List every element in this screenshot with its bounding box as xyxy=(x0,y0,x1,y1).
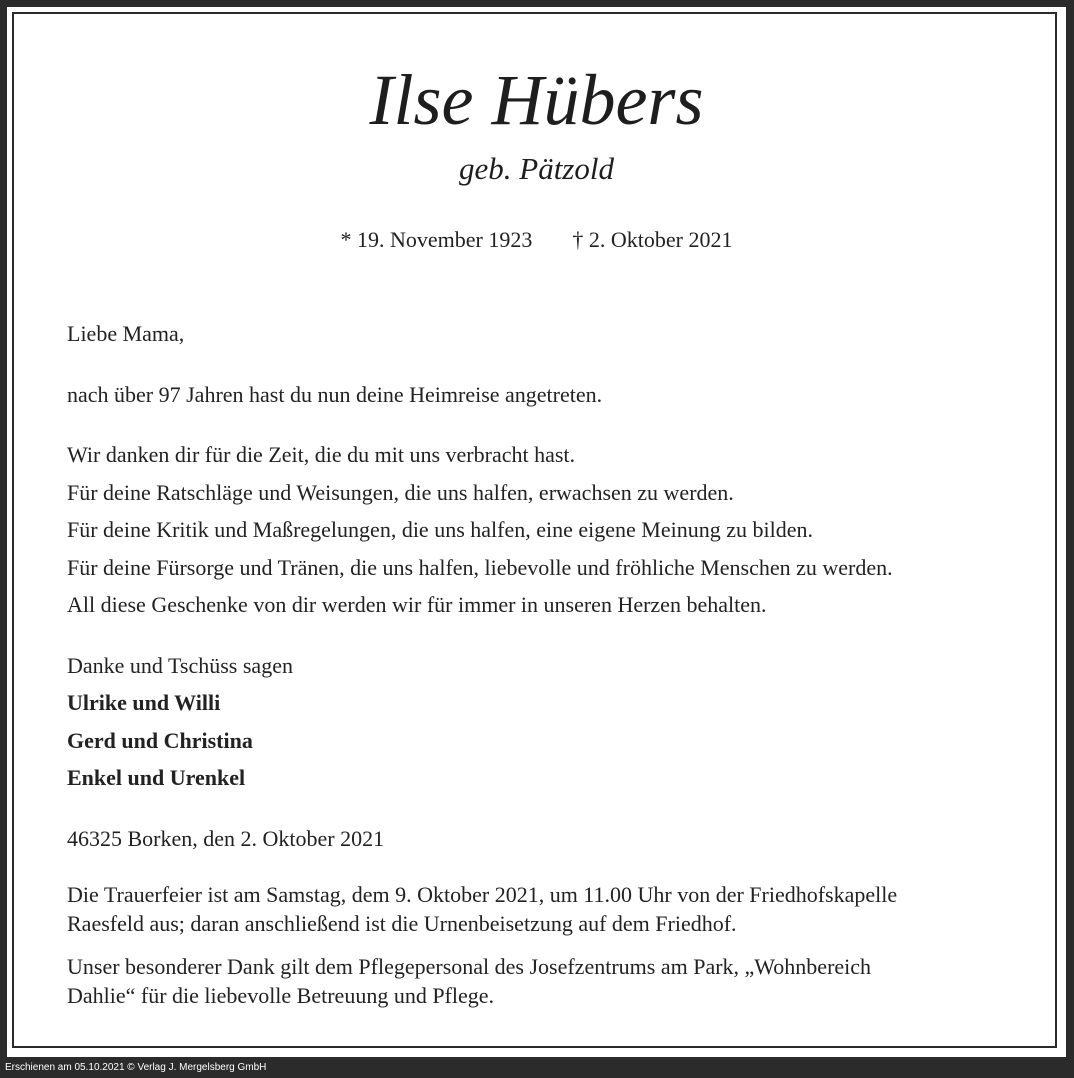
death-date: † 2. Oktober 2021 xyxy=(572,227,733,252)
thanks-line: Für deine Fürsorge und Tränen, die uns halfen, liebevolle und fröhliche Menschen zu werden. xyxy=(67,554,893,580)
mourner-name: Gerd und Christina xyxy=(67,727,253,753)
salutation: Liebe Mama, xyxy=(67,321,185,346)
ceremony-info xyxy=(67,880,1027,938)
gratitude-info xyxy=(67,952,1027,1010)
obituary-sheet xyxy=(7,7,1066,1057)
thanks-line: Für deine Ratschläge und Weisungen, die uns halfen, erwachsen zu werden. xyxy=(67,479,734,505)
ceremony-line: Die Trauerfeier ist am Samstag, dem 9. Oktober 2021, um 11.00 Uhr von der Friedhofskapelle xyxy=(67,882,898,907)
farewell-intro: Danke und Tschüss sagen xyxy=(67,652,293,678)
publication-footer: Erschienen am 05.10.2021 © Verlag J. Mergelsberg GmbH xyxy=(5,1062,267,1073)
place-date: 46325 Borken, den 2. Oktober 2021 xyxy=(67,825,385,851)
thanks-block xyxy=(67,436,1027,624)
gratitude-line: Unser besonderer Dank gilt dem Pflegepersonal des Josefzentrums am Park, „Wohnbereich xyxy=(67,954,872,979)
ceremony-line: Raesfeld aus; daran anschließend ist die Urnenbeisetzung auf dem Friedhof. xyxy=(67,911,737,936)
mourner-name: Ulrike und Willi xyxy=(67,690,221,715)
thanks-line: Für deine Kritik und Maßregelungen, die uns halfen, eine eigene Meinung zu bilden. xyxy=(67,517,813,542)
thanks-line: Wir danken dir für die Zeit, die du mit uns verbracht hast. xyxy=(67,442,576,467)
thanks-line: All diese Geschenke von dir werden wir für immer in unseren Herzen behalten. xyxy=(67,592,767,617)
opening-line: nach über 97 Jahren hast du nun deine Heimreise angetreten. xyxy=(67,381,603,407)
birth-date: * 19. November 1923 xyxy=(340,227,533,252)
signature-block xyxy=(67,647,1027,797)
gratitude-line: Dahlie“ für die liebevolle Betreuung und Pflege. xyxy=(67,983,495,1008)
mourner-name: Enkel und Urenkel xyxy=(67,765,246,790)
maiden-name: geb. Pätzold xyxy=(459,151,614,186)
life-dates xyxy=(7,225,1066,255)
deceased-name: Ilse Hübers xyxy=(369,60,704,140)
obituary-body xyxy=(67,315,1027,1010)
